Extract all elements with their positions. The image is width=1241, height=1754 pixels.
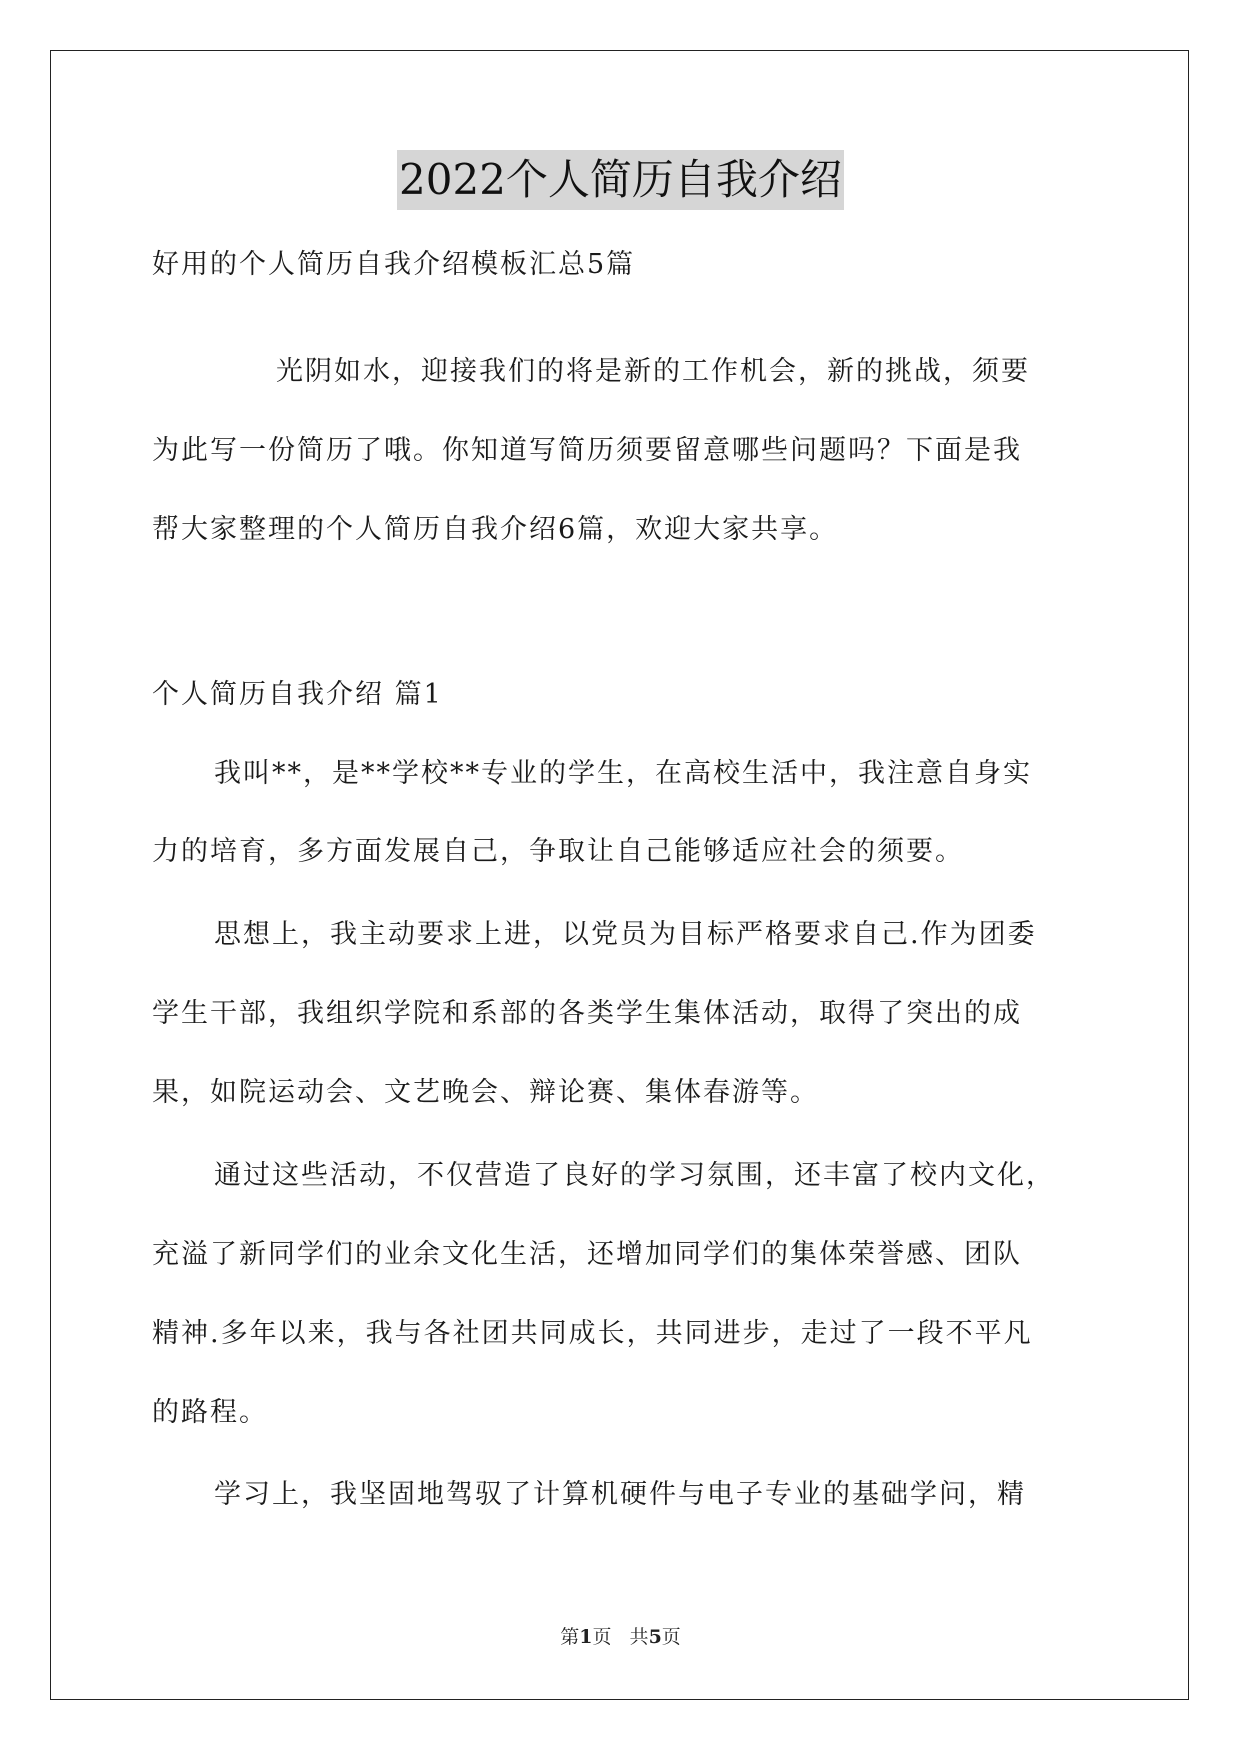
paragraph-line: 学生干部，我组织学院和系部的各类学生集体活动，取得了突出的成 — [152, 998, 1022, 1029]
paragraph-line: 我叫**，是**学校**专业的学生，在高校生活中，我注意自身实 — [214, 758, 1032, 789]
paragraph-line: 帮大家整理的个人简历自我介绍6篇，欢迎大家共享。 — [152, 514, 839, 545]
paragraph-line: 为此写一份简历了哦。你知道写简历须要留意哪些问题吗？下面是我 — [152, 435, 1022, 466]
paragraph-line: 的路程。 — [152, 1397, 268, 1428]
title-container — [0, 150, 1241, 210]
page-footer — [0, 1622, 1241, 1649]
footer-prefix: 第 — [560, 1626, 580, 1648]
total-pages-number: 5 — [648, 1626, 662, 1648]
paragraph-line: 思想上，我主动要求上进，以党员为目标严格要求自己.作为团委 — [214, 919, 1037, 950]
document-title: 2022个人简历自我介绍 — [397, 150, 844, 210]
paragraph-line: 学习上，我坚固地驾驭了计算机硬件与电子专业的基础学问，精 — [214, 1479, 1026, 1510]
paragraph-line: 光阴如水，迎接我们的将是新的工作机会，新的挑战，须要 — [276, 356, 1030, 387]
paragraph-line: 力的培育，多方面发展自己，争取让自己能够适应社会的须要。 — [152, 836, 964, 867]
page-border — [50, 50, 1189, 1700]
section-heading: 个人简历自我介绍 篇1 — [152, 679, 443, 710]
paragraph-line: 精神.多年以来，我与各社团共同成长，共同进步，走过了一段不平凡 — [152, 1318, 1033, 1349]
footer-mid: 页 共 — [592, 1626, 649, 1648]
footer-suffix: 页 — [661, 1626, 681, 1648]
document-subtitle: 好用的个人简历自我介绍模板汇总5篇 — [152, 249, 636, 280]
paragraph-line: 通过这些活动，不仅营造了良好的学习氛围，还丰富了校内文化， — [214, 1160, 1055, 1191]
paragraph-line: 果，如院运动会、文艺晚会、辩论赛、集体春游等。 — [152, 1077, 819, 1108]
paragraph-line: 充溢了新同学们的业余文化生活，还增加同学们的集体荣誉感、团队 — [152, 1239, 1022, 1270]
current-page-number: 1 — [579, 1626, 593, 1648]
